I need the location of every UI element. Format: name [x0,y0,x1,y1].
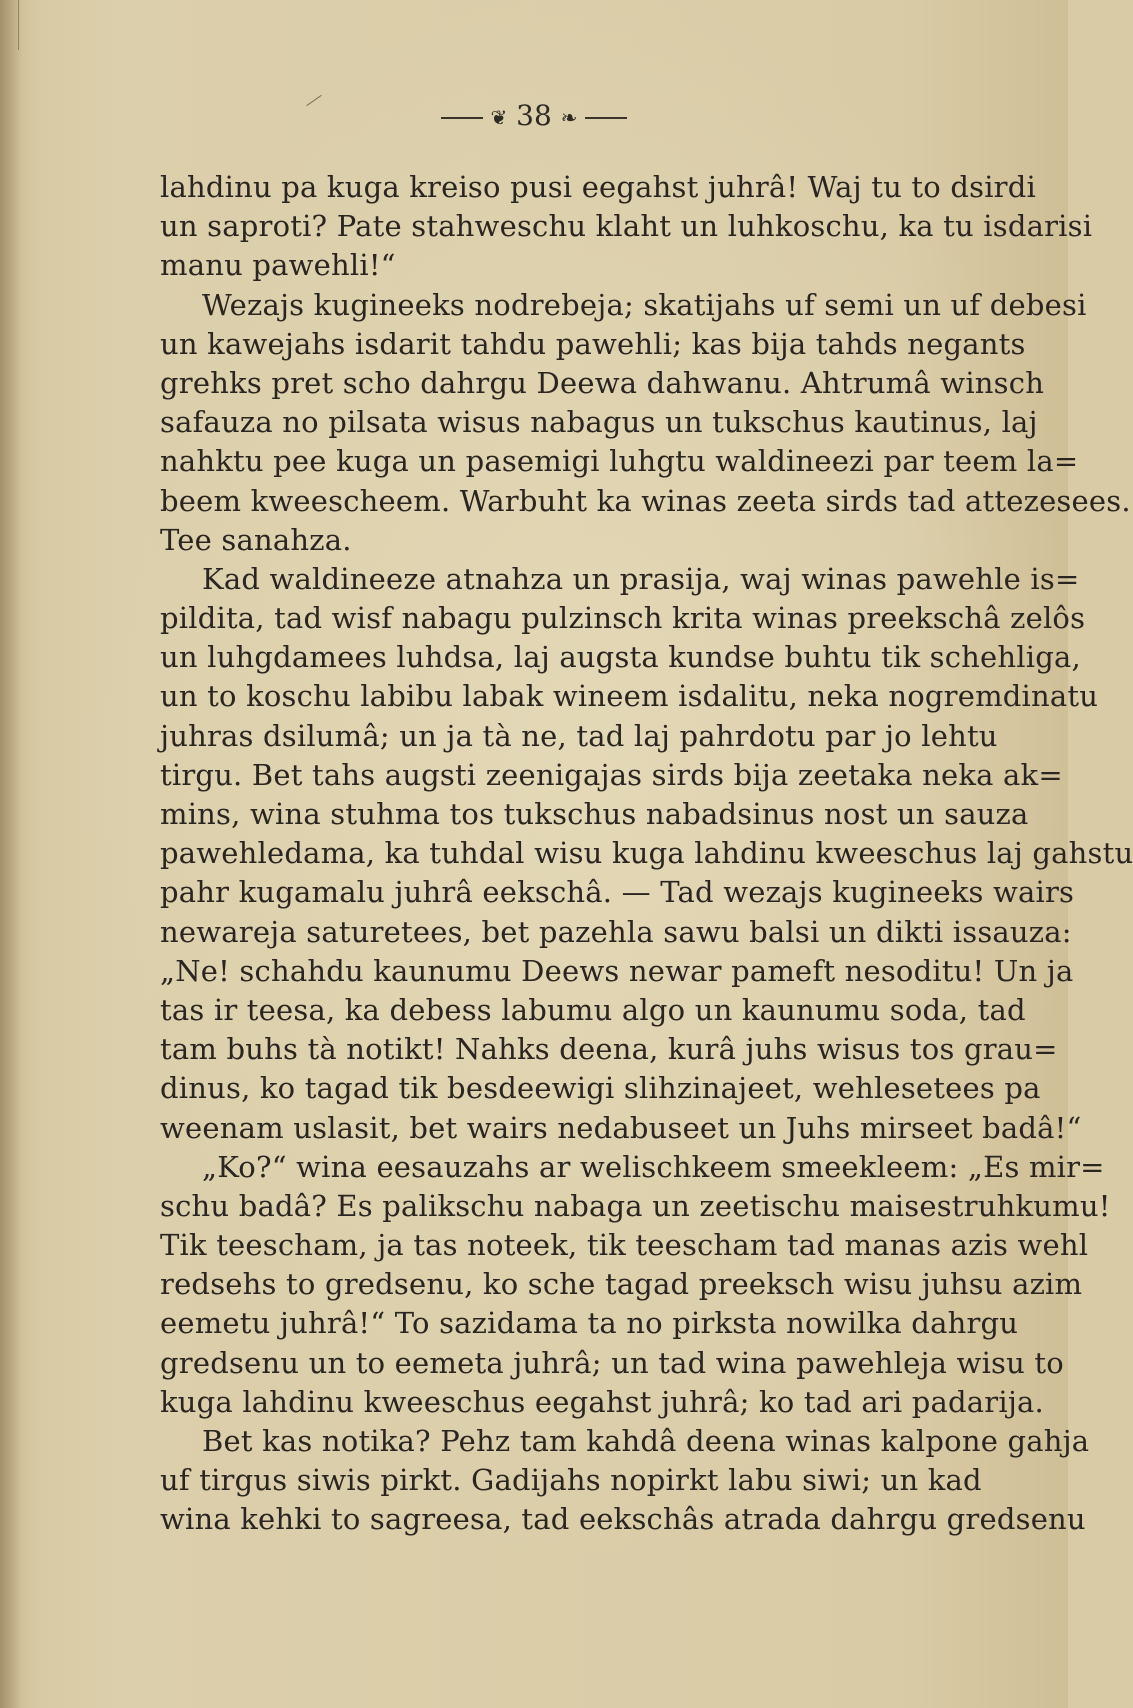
text-line: wina kehki to sagreesa, tad eekschâs atrada dahrgu gredsenu [160,1502,1086,1537]
page-header [0,96,1068,138]
text-line: lahdinu pa kuga kreiso pusi eegahst juhrâ! Waj tu to dsirdi [160,170,1036,204]
text-line: pildita, tad wisf nabagu pulzinsch krita winas preekschâ zelôs [160,601,1086,636]
text-line: dinus, ko tagad tik besdeewigi slihzinajeet, wehlesetees pa [160,1071,1041,1106]
text-line: pawehledama, ka tuhdal wisu kuga lahdinu kweeschus laj gahstu [160,836,1133,871]
text-line: un saproti? Pate stahweschu klaht un luhkoschu, ka tu isdarisi [160,209,1093,244]
text-line: safauza no pilsata wisus nabagus un tukschus kautinus, laj [160,405,1038,440]
text-line: un kawejahs isdarit tahdu pawehli; kas bija tahds negants [160,326,1026,361]
text-line: manu pawehli!“ [160,248,396,283]
text-line: tirgu. Bet tahs augsti zeenigajas sirds bija zeetaka neka ak= [160,757,1063,792]
ornament-left-icon: ❦ [490,105,508,130]
text-line: mins, wina stuhma tos tukschus nabadsinus nost un sauza [160,797,1029,831]
text-line: un luhgdamees luhdsa, laj augsta kundse buhtu tik schehliga, [160,640,1081,675]
paragraph-first-line: Bet kas notika? Pehz tam kahdâ deena winas kalpone gahja [202,1424,1090,1458]
text-line: Tik teescham, ja tas noteek, tik teescham tad manas azis wehl [160,1228,1089,1263]
text-line: un to koschu labibu labak wineem isdalitu, neka nogremdinatu [160,679,1099,714]
text-line: beem kweescheem. Warbuht ka winas zeeta sirds tad attezesees. [160,483,1131,518]
paragraph-first-line: Kad waldineeze atnahza un prasija, waj winas pawehle is= [202,561,1080,596]
corner-mark [18,0,79,50]
text-line: juhras dsilumâ; un ja tà ne, tad laj pahrdotu par jo lehtu [160,718,998,753]
text-line: eemetu juhrâ!“ To sazidama ta no pirksta nowilka dahrgu [160,1306,1019,1341]
text-line: schu badâ? Es palikschu nabaga un zeetischu maisestruhkumu! [160,1188,1111,1223]
spine-shadow [0,0,22,1708]
text-line: Tee sanahza. [160,522,352,557]
text-line: tam buhs tà notikt! Nahks deena, kurâ juhs wisus tos grau= [160,1032,1058,1067]
ornament-rule-left [441,117,483,119]
text-line: „Ne! schahdu kaunumu Deews newar pameft nesoditu! Un ja [160,953,1074,988]
text-line: nahktu pee kuga un pasemigi luhgtu waldineezi par teem la= [160,444,1079,479]
paragraph-first-line: „Ko?“ wina eesauzahs ar welischkeem smeekleem: „Es mir= [202,1149,1105,1184]
text-line: pahr kugamalu juhrâ eekschâ. — Tad wezajs kugineeks wairs [160,875,1075,910]
text-line: redsehs to gredsenu, ko sche tagad preeksch wisu juhsu azim [160,1267,1083,1302]
text-line: tas ir teesa, ka debess labumu algo un kaunumu soda, tad [160,992,1026,1027]
text-line: gredsenu un to eemeta juhrâ; un tad wina pawehleja wisu to [160,1345,1064,1380]
text-line: uf tirgus siwis pirkt. Gadijahs nopirkt labu siwi; un kad [160,1463,982,1498]
text-line: weenam uslasit, bet wairs nedabuseet un Juhs mirseet badâ!“ [160,1110,1082,1145]
body-text [160,168,1133,1540]
text-line: grehks pret scho dahrgu Deewa dahwanu. Ahtrumâ winsch [160,365,1045,400]
paragraph-first-line: Wezajs kugineeks nodrebeja; skatijahs uf semi un uf debesi [202,287,1087,322]
ornament-right-icon: ❧ [560,105,578,130]
ornament-rule-right [585,117,627,119]
text-line: kuga lahdinu kweeschus eegahst juhrâ; ko tad ari padarija. [160,1384,1044,1419]
page-number: 38 [516,99,552,132]
text-line: newareja saturetees, bet pazehla sawu balsi un dikti issauza: [160,914,1072,949]
